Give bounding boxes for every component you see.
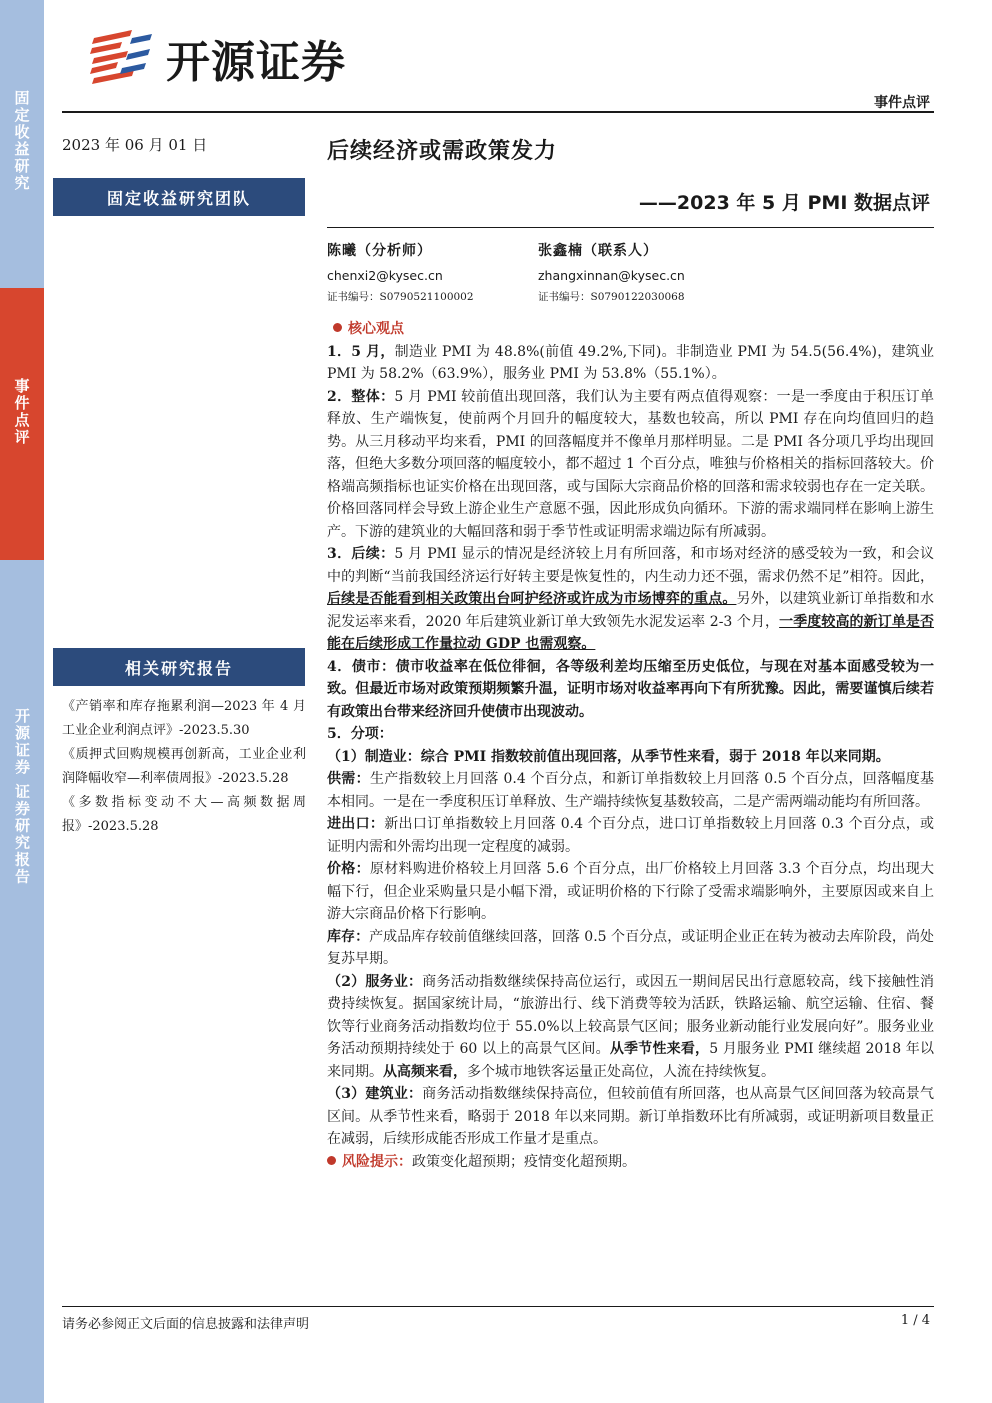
analyst-cert: 证书编号：S0790521100002 [327,291,474,303]
page-number: 1 / 4 [900,1313,930,1328]
related-report-item[interactable]: 《质押式回购规模再创新高，工业企业利润降幅收窄—利率债周报》-2023.5.28 [62,747,306,786]
subtitle-divider [327,227,934,228]
analyst-email[interactable]: chenxi2@kysec.cn [327,268,443,283]
risk-warning: 风险提示：政策变化超预期；疫情变化超预期。 [327,1151,934,1174]
point-4: 4．债市：债市收益率在低位徘徊，各等级利差均压缩至历史低位，与现在对基本面感受较为一致。但最近市场对政策预期频繁升温，证明市场对收益率再向下有所犹豫。因此，需要谨慎后续若有政策出台带来经济回升使债市出现波动。 [327,658,934,720]
related-reports-list [62,695,306,839]
sidebar-segment-fixed-income [0,0,44,288]
related-reports-heading: 相关研究报告 [53,648,305,686]
core-heading: 核心观点 [327,318,934,341]
sidebar-segment-brand [0,560,44,1403]
related-report-item[interactable]: 《多数指标变动不大—高频数据周报》-2023.5.28 [62,795,306,834]
brand-mark-icon [88,28,154,88]
inventory: 库存：产成品库存较前值继续回落，回落 0.5 个百分点，或证明企业正在转为被动去库阶段，尚处复苏早期。 [327,928,935,967]
brand-name: 开源证券 [166,37,346,88]
price: 价格：原材料购进价格较上月回落 5.6 个百分点，出厂价格较上月回落 3.3 个百分点，均出现大幅下行，但企业采购量只是小幅下滑，或证明价格的下行除了受需求端影响外，主要原因或来自上游大宗商品价格下行影响。 [327,861,935,922]
analyst-card [538,240,685,304]
point-5: 5．分项： [327,726,393,742]
analyst-name: 张鑫楠（联系人） [538,243,658,259]
sidebar-label-fixed-income: 固定收益研究 [12,90,31,192]
footer-disclaimer: 请务必参阅正文后面的信息披露和法律声明 [62,1317,310,1332]
analyst-email[interactable]: zhangxinnan@kysec.cn [538,268,685,283]
construction-section: （3）建筑业：商务活动指数继续保持高位，但较前值有所回落，也从高景气区间回落为较高景气区间。从季节性来看，略弱于 2018 年以来同期。新订单指数环比有所减弱，或证明新项目数量正在减弱，后续形成能否形成工作量才是重点。 [327,1086,935,1147]
report-subtitle: ——2023 年 5 月 PMI 数据点评 [638,192,930,214]
sidebar-segment-event [0,288,44,560]
analyst-cert: 证书编号：S0790122030068 [538,291,685,303]
analyst-card [327,240,474,304]
analyst-name: 陈曦（分析师） [327,243,432,259]
report-title: 后续经济或需政策发力 [327,139,558,164]
related-report-item[interactable]: 《产销率和库存拖累利润—2023 年 4 月工业企业利润点评》-2023.5.30 [62,699,306,738]
sidebar-label-event: 事件点评 [12,378,31,446]
point-1: 1．5 月，制造业 PMI 为 48.8%(前值 49.2%,下同)。非制造业 PMI 为 54.5(56.4%)，建筑业 PMI 为 58.2%（63.9%），服务业 PMI 为 53.8%（55.1%）。 [327,343,934,382]
bullet-dot-icon [327,1156,336,1165]
point-3: 3．后续：5 月 PMI 显示的情况是经济较上月有所回落，和市场对经济的感受较为一致，和会议中的判断“当前我国经济运行好转主要是恢复性的，内生动力还不强，需求仍然不足”相符。因此，后续是否能看到相关政策出台呵护经济或许成为市场博弈的重点。另外，以建筑业新订单指数和水泥发运率来看，2020 年后建筑业新订单大致领先水泥发运率 2-3 个月，一季度较高的新订单是否能在后续形成工作量拉动 GDP 也需观察。 [327,546,935,652]
mfg-section: （1）制造业：综合 PMI 指数较前值出现回落，从季节性来看，弱于 2018 年以来同期。 [327,748,890,765]
report-type-tag: 事件点评 [874,95,930,111]
supply-demand: 供需：生产指数较上月回落 0.4 个百分点，和新订单指数较上月回落 0.5 个百分点，回落幅度基本相同。一是在一季度积压订单释放、生产端持续恢复基数较高，二是产需两端动能均有所回落。 [327,771,935,810]
sidebar-label-brand: 开源证券 证券研究报告 [13,708,31,886]
import-export: 进出口：新出口订单指数较上月回落 0.4 个百分点，进口订单指数较上月回落 0.3 个百分点，或证明内需和外需均出现一定程度的减弱。 [327,816,935,855]
report-date: 2023 年 06 月 01 日 [62,136,208,154]
brand-logo [88,26,346,90]
point-2: 2．整体：5 月 PMI 较前值出现回落，我们认为主要有两点值得观察：一是一季度由于积压订单释放、生产端恢复，使前两个月回升的幅度较大，基数也较高，所以 PMI 存在向均值回归的趋势。从三月移动平均来看，PMI 的回落幅度并不像单月那样明显。二是 PMI 各分项几乎均出现回落，但绝大多数分项回落的幅度较小，都不超过 1 个百分点，唯独与价格相关的指标回落较大。价格端高频指标也证实价格在出现回落，或与国际大宗商品价格的回落和需求较弱也存在一定关联。价格回落同样会导致上游企业生产意愿不强，因此形成负向循环。下游的需求端同样在影响上游生产。下游的建筑业的大幅回落和弱于季节性或证明需求端边际有所减弱。 [327,388,934,540]
bullet-dot-icon [333,323,342,332]
service-section: （2）服务业：商务活动指数继续保持高位运行，或因五一期间居民出行意愿较高，线下接触性消费持续恢复。据国家统计局，“旅游出行、线下消费等较为活跃，铁路运输、航空运输、住宿、餐饮等行业商务活动指数均位于 55.0%以上较高景气区间；服务业新动能行业发展向好”。服务业业务活动预期持续处于 60 以上的高景气区间。从季节性来看，5 月服务业 PMI 继续超 2018 年以来同期。从高频来看，多个城市地铁客运量正处高位，人流在持续恢复。 [327,973,935,1080]
team-label-box: 固定收益研究团队 [53,178,305,216]
header-divider [62,111,934,113]
left-sidebar [0,0,44,1403]
main-body [327,318,934,1173]
footer-divider [62,1306,934,1307]
